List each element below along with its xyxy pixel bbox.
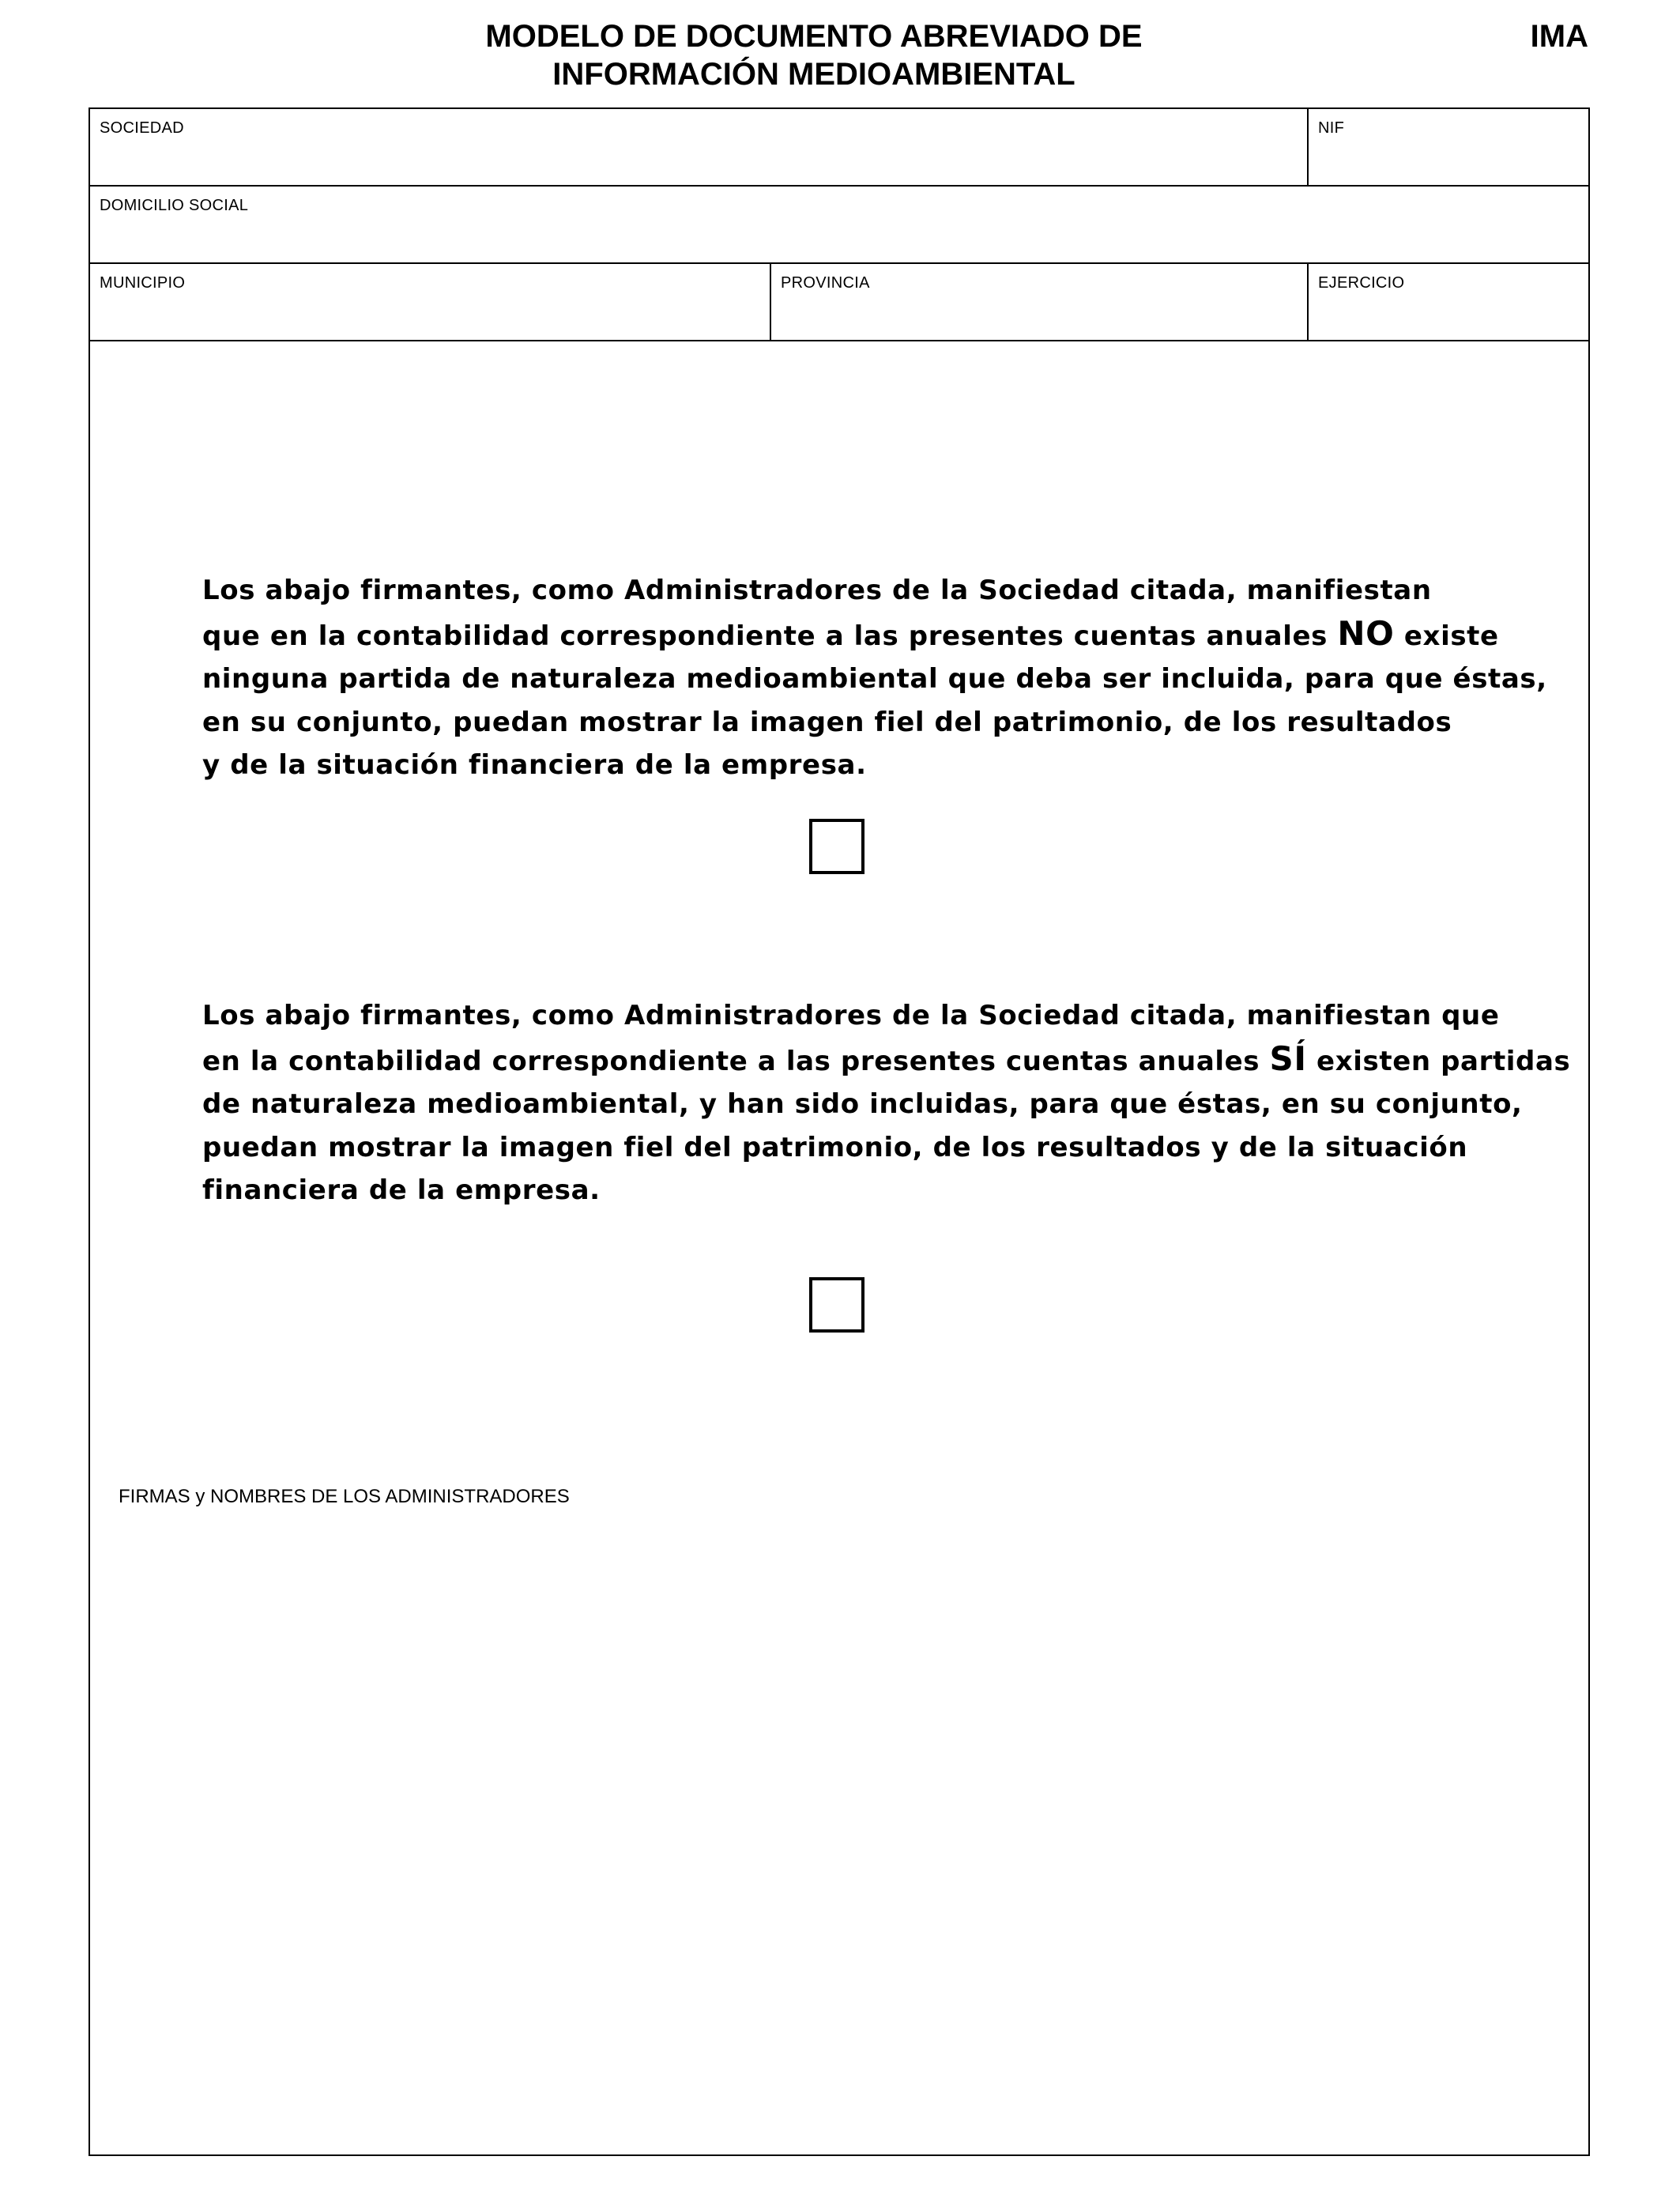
title-line-2: INFORMACIÓN MEDIOAMBIENTAL — [552, 57, 1075, 92]
provincia-field[interactable] — [771, 264, 1307, 340]
declaration-line: en su conjunto, puedan mostrar la imagen fiel del patrimonio, de los resultados — [202, 706, 1452, 738]
signatures-area[interactable] — [106, 1524, 1568, 2140]
provincia-label: PROVINCIA — [781, 274, 870, 292]
ejercicio-field[interactable] — [1309, 264, 1588, 340]
declaration-line: de naturaleza medioambiental, y han sido incluidas, para que éstas, en su conjunto, — [202, 1088, 1523, 1120]
declaration-line: Los abajo firmantes, como Administradores de la Sociedad citada, manifiestan — [202, 575, 1432, 606]
declaration-text: existe — [1394, 620, 1499, 652]
declaration-text: existen partidas — [1306, 1045, 1571, 1077]
declaration-line — [202, 1038, 1571, 1084]
divider — [90, 340, 1588, 341]
form-frame — [89, 107, 1590, 2156]
divider — [1307, 109, 1309, 185]
document-title — [356, 17, 1272, 93]
sociedad-field[interactable] — [90, 109, 1307, 185]
declaration-si-text — [202, 994, 1571, 1212]
declaration-line: Los abajo firmantes, como Administradores de la Sociedad citada, manifiestan que — [202, 1000, 1500, 1031]
declaration-no-text — [202, 569, 1561, 787]
si-existen-checkbox[interactable] — [809, 1277, 864, 1333]
municipio-field[interactable] — [90, 264, 770, 340]
ejercicio-label: EJERCICIO — [1318, 274, 1405, 292]
nif-field[interactable] — [1309, 109, 1588, 185]
declaration-line: ninguna partida de naturaleza medioambiental que deba ser incluida, para que éstas, — [202, 663, 1547, 695]
municipio-label: MUNICIPIO — [100, 274, 186, 292]
domicilio-social-field[interactable] — [90, 187, 1588, 262]
divider — [770, 264, 771, 340]
form-code: IMA — [1530, 19, 1588, 54]
declaration-text: en la contabilidad correspondiente a las presentes cuentas anuales — [202, 1045, 1270, 1077]
declaration-emphasis: NO — [1337, 613, 1395, 653]
declaration-emphasis: SÍ — [1269, 1039, 1307, 1078]
no-existe-checkbox[interactable] — [809, 819, 864, 874]
declaration-line: y de la situación financiera de la empresa. — [202, 749, 867, 781]
declaration-line — [202, 613, 1561, 658]
sociedad-label: SOCIEDAD — [100, 119, 184, 137]
signatures-label: FIRMAS y NOMBRES DE LOS ADMINISTRADORES — [119, 1486, 570, 1507]
declaration-text: que en la contabilidad correspondiente a las presentes cuentas anuales — [202, 620, 1338, 652]
title-line-1: MODELO DE DOCUMENTO ABREVIADO DE — [485, 19, 1143, 54]
domicilio-social-label: DOMICILIO SOCIAL — [100, 197, 249, 214]
declaration-line: financiera de la empresa. — [202, 1174, 601, 1206]
declaration-line: puedan mostrar la imagen fiel del patrimonio, de los resultados y de la situación — [202, 1131, 1468, 1163]
nif-label: NIF — [1318, 119, 1345, 137]
divider — [1307, 264, 1309, 340]
